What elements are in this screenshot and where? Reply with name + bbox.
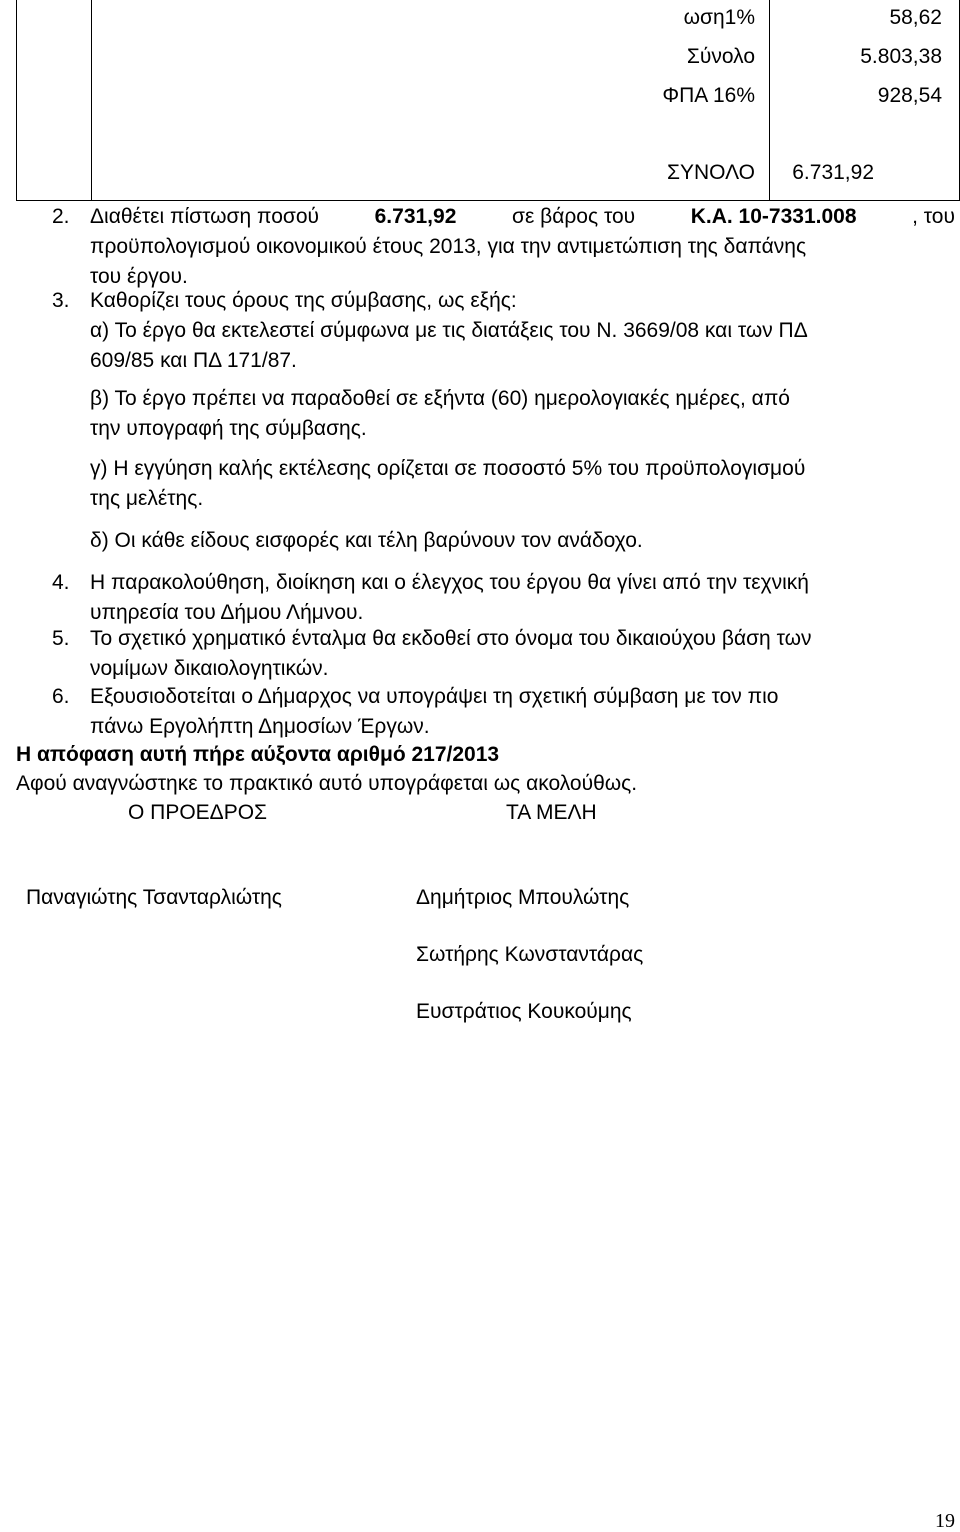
item-6-text <box>90 682 955 742</box>
item-3a-line-1 <box>90 316 955 346</box>
item-4-line-1: Η παρακολούθηση, διοίκηση και ο έλεγχος του έργου θα γίνει από την τεχνική <box>90 571 809 594</box>
item-3d-text <box>90 526 955 556</box>
item-3d-line-1: δ) Οι κάθε είδους εισφορές και τέλη βαρύνουν τον ανάδοχο. <box>90 529 643 552</box>
cost-value: 5.803,38 <box>860 45 942 68</box>
table-column-divider <box>91 0 92 200</box>
item-2-line-1 <box>90 202 955 232</box>
president-heading: Ο ΠΡΟΕΔΡΟΣ <box>128 801 268 824</box>
member-name: Δημήτριος Μπουλώτης <box>416 886 630 909</box>
cost-value: 928,54 <box>877 84 942 107</box>
item-number: 2. <box>52 205 70 228</box>
page-number: 19 <box>935 1510 955 1532</box>
item-2-line-2: προϋπολογισμού οικονομικού έτους 2013, για την αντιμετώπιση της δαπάνης <box>90 235 807 258</box>
item-2-text <box>90 202 955 292</box>
budget-code: Κ.Α. 10-7331.008 <box>690 205 857 228</box>
item-3a-text: α) Το έργο θα εκτελεστεί σύμφωνα με τις διατάξεις του Ν. 3669/08 και των ΠΔ <box>90 319 808 342</box>
item-3b-text <box>90 384 955 444</box>
item-5-line-2: νομίμων δικαιολογητικών. <box>90 657 329 680</box>
item-6-line-2: πάνω Εργολήπτη Δημοσίων Έργων. <box>90 715 430 738</box>
cost-label-total: ΣΥΝΟΛΟ <box>666 161 755 184</box>
item-5-text <box>90 624 955 684</box>
cost-label: ΦΠΑ 16% <box>662 84 755 107</box>
item-3a-line-2: 609/85 και ΠΔ 171/87. <box>90 349 297 372</box>
item-3c-line-1: γ) Η εγγύηση καλής εκτέλεσης ορίζεται σε ποσοστό 5% του προϋπολογισμού <box>90 457 806 480</box>
item-2-text-part: , του <box>912 205 955 228</box>
cost-value-total: 6.731,92 <box>792 161 874 184</box>
item-number: 4. <box>52 571 70 594</box>
item-3-text <box>90 286 955 376</box>
closing-text: Αφού αναγνώστηκε το πρακτικό αυτό υπογράφεται ως ακολούθως. <box>16 772 638 795</box>
item-2-text-part: Διαθέτει πίστωση ποσού <box>90 205 320 228</box>
cost-value: 58,62 <box>889 6 942 29</box>
cost-label: Σύνολο <box>686 45 755 68</box>
president-name: Παναγιώτης Τσανταρλιώτης <box>26 886 282 909</box>
cost-label: ωση1% <box>683 6 755 29</box>
item-number: 3. <box>52 289 70 312</box>
item-number: 6. <box>52 685 70 708</box>
item-2-line-3: του έργου. <box>90 265 188 288</box>
item-3b-line-2: την υπογραφή της σύμβασης. <box>90 417 367 440</box>
member-name: Ευστράτιος Κουκούμης <box>416 1000 632 1023</box>
item-4-line-2: υπηρεσία του Δήμου Λήμνου. <box>90 601 364 624</box>
item-6-line-1: Εξουσιοδοτείται ο Δήμαρχος να υπογράψει τη σχετική σύμβαση με τον πιο <box>90 685 779 708</box>
item-3c-text <box>90 454 955 514</box>
item-5-line-1: Το σχετικό χρηματικό ένταλμα θα εκδοθεί στο όνομα του δικαιούχου βάση των <box>90 627 812 650</box>
item-4-text <box>90 568 955 628</box>
amount: 6.731,92 <box>374 205 457 228</box>
item-3-line-1: Καθορίζει τους όρους της σύμβασης, ως εξής: <box>90 289 517 312</box>
item-3b-line-1: β) Το έργο πρέπει να παραδοθεί σε εξήντα (60) ημερολογιακές ημέρες, από <box>90 387 790 410</box>
item-number: 5. <box>52 627 70 650</box>
members-heading: ΤΑ ΜΕΛΗ <box>506 801 597 824</box>
item-2-text-part: σε βάρος του <box>511 205 636 228</box>
decision-number: Η απόφαση αυτή πήρε αύξοντα αριθμό 217/2013 <box>16 743 500 766</box>
member-name: Σωτήρης Κωνσταντάρας <box>416 943 644 966</box>
item-3c-line-2: της μελέτης. <box>90 487 204 510</box>
